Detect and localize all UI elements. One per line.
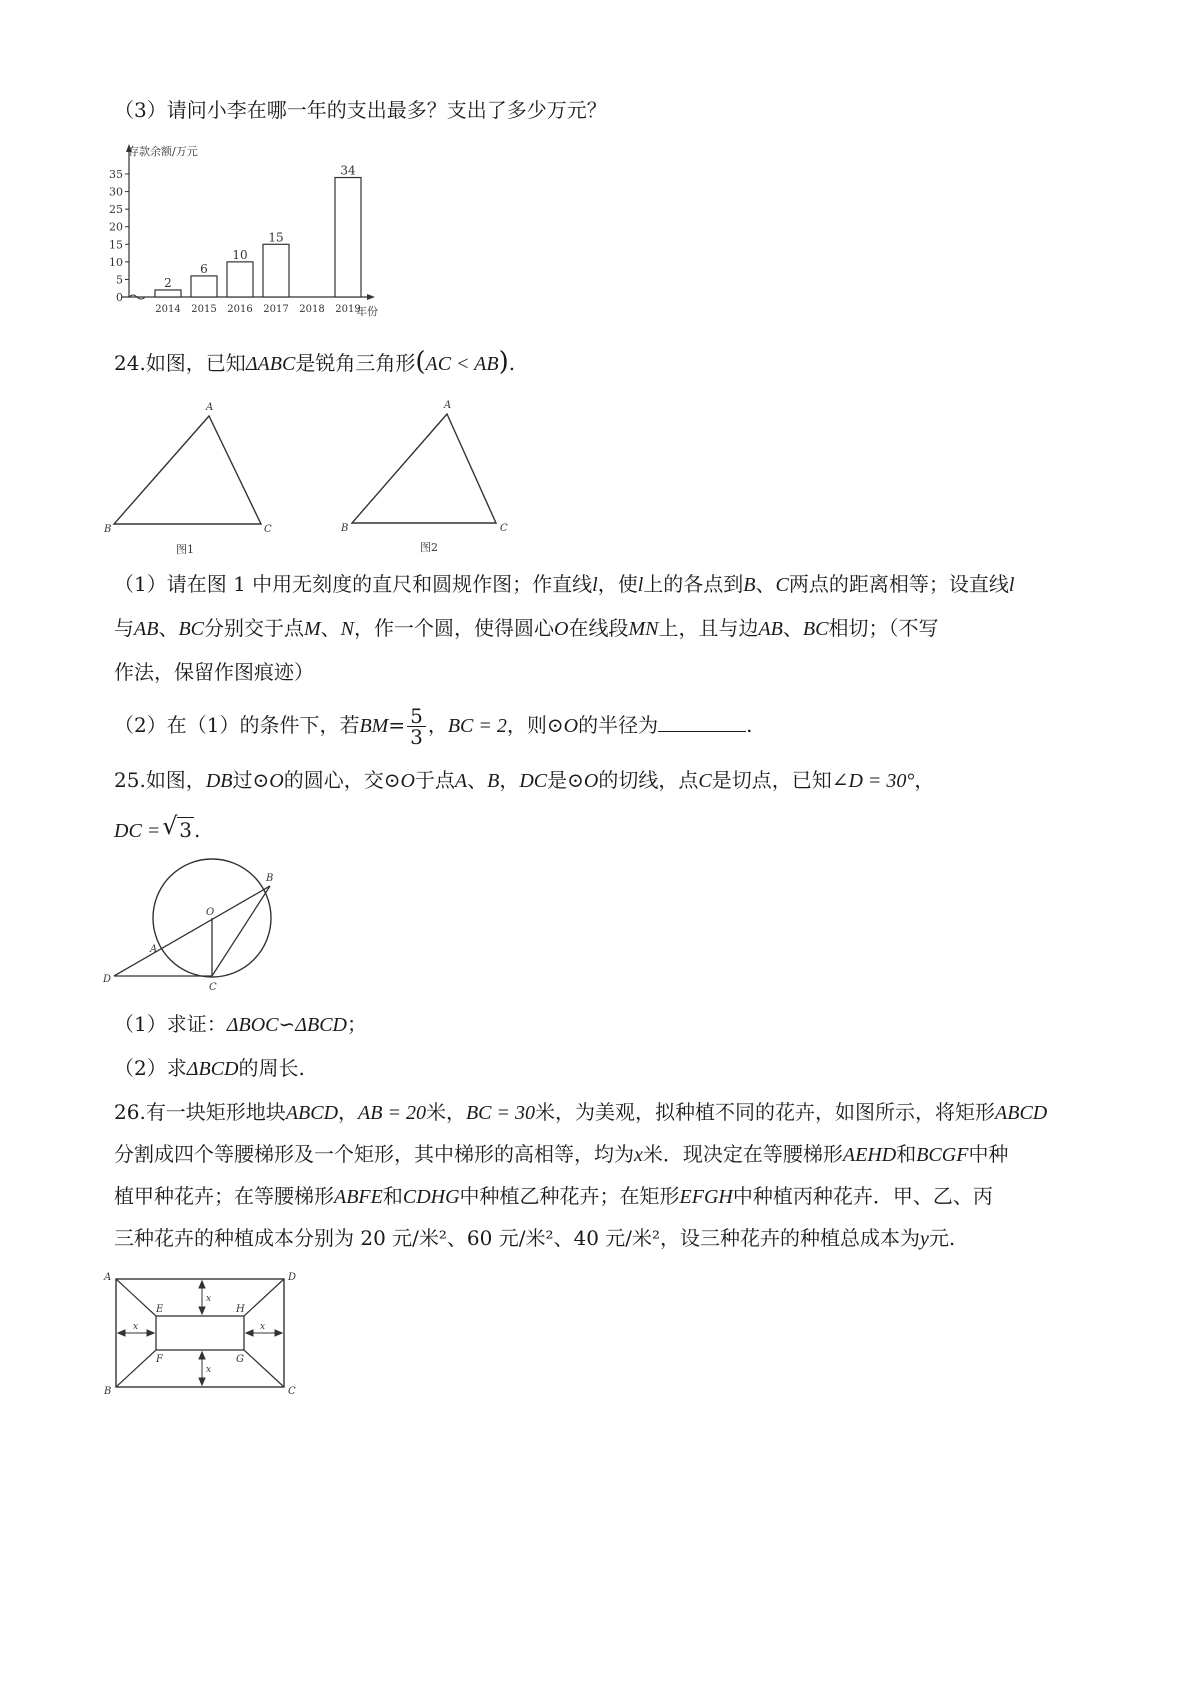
label-d: D: [103, 974, 112, 985]
point-o: O: [400, 770, 415, 792]
rect-abcd: ABCD: [285, 1102, 339, 1124]
vertex-b-label: B: [104, 524, 112, 535]
point-o: O: [554, 618, 569, 640]
label-b: B: [104, 1386, 112, 1397]
q24-intro2: 是锐角三角形: [295, 351, 416, 375]
text: 米，为美观，拟种植不同的花卉，如图所示，将矩形: [535, 1100, 996, 1124]
text: 分别交于点: [204, 616, 304, 640]
y-tick-label: 10: [109, 255, 123, 269]
line-db: [114, 886, 270, 976]
seg-ab: AB: [134, 618, 159, 640]
dc-equals: DC =: [114, 820, 161, 842]
seg-dh: [244, 1279, 284, 1316]
text: 的周长.: [238, 1056, 305, 1080]
seg-ae: [116, 1279, 156, 1316]
text: ；: [347, 1012, 367, 1036]
text: 的半径为: [578, 713, 659, 737]
q23-part3-text: （3）请问小李在哪一年的支出最多？支出了多少万元？: [114, 98, 607, 122]
label-f: F: [156, 1354, 163, 1365]
figure-2-triangle: [340, 398, 530, 558]
q25-circle-figure: [100, 855, 300, 1000]
text: 上的各点到: [643, 572, 744, 596]
radicand: 3: [179, 818, 193, 842]
q24-intro: 如图，已知: [145, 351, 246, 375]
triangle-boc: ΔBOC: [226, 1014, 279, 1036]
q25-stem-line1: [114, 766, 1100, 795]
bc-equals-2: BC = 2: [447, 715, 507, 737]
q24-part1-line3: 作法，保留作图痕迹）: [114, 660, 314, 684]
text: 元.: [928, 1226, 956, 1250]
savings-bar-chart: [100, 140, 390, 320]
figure-1-triangle: [104, 398, 294, 558]
point-o: O: [583, 770, 599, 792]
text: 、: [755, 572, 776, 596]
text: 米．现决定在等腰梯形: [642, 1142, 843, 1166]
q24-part1-line1: [114, 570, 1100, 599]
bar-2016: [227, 262, 253, 297]
label-h: H: [236, 1304, 245, 1315]
text: 的圆心，交: [283, 768, 384, 792]
seg-bm: BM: [359, 715, 389, 737]
label-x-top: x: [206, 1294, 212, 1304]
var-x: x: [634, 1144, 643, 1166]
label-e: E: [156, 1304, 164, 1315]
q24-part1-line2: [114, 614, 1100, 643]
x-axis-arrow: [367, 294, 375, 300]
figure-1-caption: 图1: [176, 543, 194, 556]
circle-symbol: ⊙: [252, 768, 270, 792]
y-axis-label: 存款余额/万元: [128, 145, 198, 158]
text: 中种植乙种花卉；在矩形: [459, 1184, 680, 1208]
y-tick-label: 0: [116, 291, 123, 304]
dimension-top: [199, 1281, 205, 1314]
point-o: O: [269, 770, 284, 792]
text: 分割成四个等腰梯形及一个矩形，其中梯形的高相等，均为: [114, 1142, 634, 1166]
text: ，作一个圆，使得圆心: [354, 616, 555, 640]
label-x-left: x: [133, 1322, 139, 1332]
text: 的切线，点: [598, 768, 699, 792]
label-g: G: [236, 1354, 244, 1365]
line-l: l: [592, 574, 598, 596]
x-tick-label: 2015: [191, 304, 217, 315]
label-o: O: [206, 907, 215, 918]
q26-rectangle-figure: [100, 1268, 310, 1398]
x-tick-label: 2014: [155, 304, 181, 315]
label-a: A: [104, 1272, 112, 1283]
label-c: C: [209, 982, 217, 993]
x-axis-label: 年份: [356, 305, 378, 318]
triangle-shape: [352, 414, 496, 523]
similar-symbol: ∽: [278, 1012, 296, 1036]
angle-d: ∠D = 30°: [831, 770, 915, 792]
y-tick-label: 35: [109, 168, 123, 182]
seg-bc: BC: [802, 618, 829, 640]
q24-part2: [114, 702, 1100, 749]
seg-bc: BC: [178, 618, 204, 640]
y-tick-label: 30: [109, 185, 123, 199]
text: 是切点，已知: [711, 768, 832, 792]
question-number: 24.: [114, 351, 146, 375]
point-b: B: [743, 574, 756, 596]
text: 中种植丙种花卉．甲、乙、丙: [732, 1184, 993, 1208]
label-c: C: [288, 1386, 296, 1397]
y-tick-label: 20: [109, 220, 123, 234]
vertex-a-label: A: [206, 402, 214, 413]
point-m: M: [304, 618, 321, 640]
x-tick-label: 2019: [335, 304, 361, 315]
q26-line2: [114, 1140, 1100, 1169]
point-b: B: [487, 770, 500, 792]
q24-period: .: [508, 351, 516, 375]
label-x-bottom: x: [206, 1365, 212, 1375]
bar-2019: [335, 178, 361, 297]
label-d: D: [288, 1272, 297, 1283]
text: 与: [114, 616, 134, 640]
vertex-a-label: A: [444, 400, 452, 411]
point-n: N: [340, 618, 355, 640]
text: 米，: [425, 1100, 466, 1124]
vertex-c-label: C: [500, 523, 508, 534]
text: .: [194, 818, 201, 842]
label-b: B: [266, 873, 274, 884]
text: 、: [320, 616, 341, 640]
point-a: A: [454, 770, 468, 792]
text: 、: [467, 768, 488, 792]
text: 三种花卉的种植成本分别为 20 元/米²、60 元/米²、40 元/米²，设三种花卉的种植总成本为: [114, 1226, 921, 1250]
x-tick-label: 2017: [263, 304, 289, 315]
bar-2017: [263, 244, 289, 297]
text: 、: [158, 616, 179, 640]
text: ，使: [597, 572, 638, 596]
text: .: [746, 713, 753, 737]
q25-part2: [114, 1054, 1100, 1083]
bc-equals: BC = 30: [465, 1102, 536, 1124]
question-number: 26.: [114, 1100, 146, 1124]
bar-value-label: 10: [232, 247, 248, 262]
question-number: 25.: [114, 768, 146, 792]
figure-2-caption: 图2: [420, 541, 438, 554]
triangle-bcd: ΔBCD: [295, 1014, 347, 1036]
ab-equals: AB = 20: [358, 1102, 426, 1124]
numerator: 5: [407, 706, 426, 727]
triangle-bcd: ΔBCD: [186, 1058, 239, 1080]
dimension-bottom: [199, 1352, 205, 1385]
sqrt-3: [162, 812, 194, 844]
vertex-b-label: B: [341, 523, 349, 534]
q24-condition-close: ): [498, 347, 509, 377]
trap-cdhg: CDHG: [402, 1186, 460, 1208]
text: （2）在（1）的条件下，若: [114, 713, 360, 737]
bar-2014: [155, 290, 181, 297]
q25-stem-line2: [114, 812, 1100, 845]
seg-bf: [116, 1350, 156, 1387]
text: （2）求: [114, 1056, 187, 1080]
bar-value-label: 2: [164, 275, 172, 290]
point-c: C: [775, 574, 789, 596]
text: 和: [382, 1184, 403, 1208]
bar-value-label: 6: [200, 261, 208, 276]
text: （1）请在图 1 中用无刻度的直尺和圆规作图；作直线: [114, 572, 593, 596]
bar-2015: [191, 276, 217, 297]
rect-efgh: EFGH: [679, 1186, 733, 1208]
text: ，: [914, 768, 935, 792]
text: 和: [896, 1142, 917, 1166]
seg-mn: MN: [628, 618, 659, 640]
text: 中种: [968, 1142, 1009, 1166]
label-x-right: x: [260, 1322, 266, 1332]
seg-ab: AB: [758, 618, 783, 640]
q25-part1: [114, 1010, 1100, 1039]
trap-abfe: ABFE: [334, 1186, 383, 1208]
text: ，: [338, 1100, 359, 1124]
text: 于点: [414, 768, 455, 792]
text: 、: [782, 616, 803, 640]
triangle-shape: [114, 416, 261, 524]
triangle-abc: ΔABC: [245, 353, 296, 375]
rect-abcd: ABCD: [995, 1102, 1048, 1124]
text: 过: [232, 768, 253, 792]
q26-line3: [114, 1182, 1100, 1211]
var-y: y: [920, 1228, 929, 1250]
text: 上，且与边: [658, 616, 759, 640]
text: 植甲种花卉；在等腰梯形: [114, 1184, 334, 1208]
line-l: l: [1008, 574, 1015, 596]
text: 在线段: [568, 616, 629, 640]
vertex-c-label: C: [264, 524, 272, 535]
bar-value-label: 34: [340, 163, 356, 178]
text: ，: [499, 768, 520, 792]
point-c: C: [698, 770, 712, 792]
text: 两点的距离相等；设直线: [788, 572, 1009, 596]
x-tick-label: 2016: [227, 304, 253, 315]
text: 有一块矩形地块: [145, 1100, 286, 1124]
text: 如图，: [145, 768, 206, 792]
line-l: l: [637, 574, 644, 596]
circle-symbol: ⊙: [567, 768, 584, 792]
q26-line4: [114, 1224, 1100, 1253]
y-tick-label: 25: [109, 203, 123, 217]
q24-stem: [114, 348, 1100, 378]
line-bc: [212, 886, 270, 976]
trap-bcgf: BCGF: [916, 1144, 969, 1166]
text: （1）求证：: [114, 1012, 227, 1036]
circle-symbol: ⊙: [383, 768, 401, 792]
denominator: 3: [410, 725, 423, 749]
q24-condition: AC < AB: [425, 353, 499, 375]
x-tick-label: 2018: [299, 304, 325, 315]
circle-symbol: ⊙: [546, 713, 564, 737]
point-o: O: [563, 715, 579, 737]
q24-condition-open: (: [415, 347, 426, 377]
equals: =: [388, 713, 406, 737]
label-a: A: [150, 944, 158, 955]
sqrt-icon: √: [162, 812, 178, 840]
seg-cg: [244, 1350, 284, 1387]
seg-dc: DC: [519, 770, 548, 792]
text: ，则: [506, 713, 547, 737]
bar-value-label: 15: [268, 230, 284, 245]
trap-aehd: AEHD: [842, 1144, 897, 1166]
rect-efgh: [156, 1316, 244, 1350]
y-tick-label: 15: [109, 238, 123, 252]
seg-db: DB: [205, 770, 233, 792]
q26-line1: [114, 1098, 1100, 1127]
fraction-five-thirds: [407, 706, 426, 747]
y-tick-label: 5: [116, 273, 123, 287]
text: ，: [427, 713, 448, 737]
answer-blank[interactable]: [658, 713, 746, 732]
text: 相切；（不写: [828, 616, 939, 640]
text: 是: [547, 768, 568, 792]
